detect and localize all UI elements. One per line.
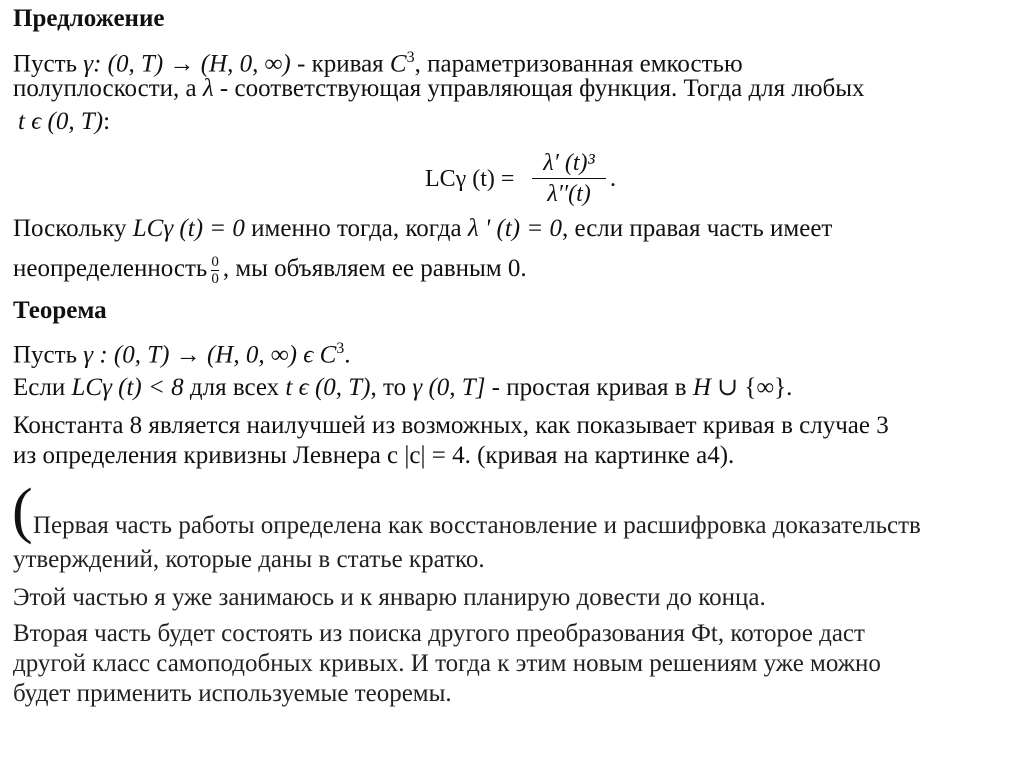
text-segment: Первая часть работы определена как восстановление и расшифровка доказательств <box>33 512 921 539</box>
math-lc-zero: LCγ (t) = 0 <box>132 215 245 242</box>
remark-line-1 <box>13 214 832 244</box>
theorem-line-3 <box>13 411 889 441</box>
text-segment: полуплоскости, а <box>13 75 203 102</box>
text-segment: другой класс самоподобных кривых. И тогда к этим новым решениям уже можно <box>13 650 881 677</box>
math-h: H <box>692 374 711 401</box>
math-range: (H, 0, ∞) ϵ <box>200 341 320 369</box>
theorem-line-4 <box>13 441 734 471</box>
text-segment: Константа 8 является наилучшей из возможных, как показывает кривая в случае 3 <box>13 412 889 439</box>
fraction-denominator: 0 <box>211 271 219 287</box>
notes-line-5 <box>13 649 881 679</box>
notes-line-3 <box>13 583 766 613</box>
text-segment: - соответствующая управляющая функция. Тогда для любых <box>213 75 865 102</box>
proposition-line-3 <box>18 107 110 137</box>
math-c: C <box>319 341 337 369</box>
remark-line-2 <box>13 254 527 287</box>
math-exponent: 3 <box>336 340 345 357</box>
math-gamma-domain: γ: (0, T) <box>83 50 170 78</box>
math-exponent: 3 <box>406 49 415 66</box>
text-segment: утверждений, которые даны в статье кратко. <box>13 546 485 573</box>
math-lc-bound: LCγ (t) < 8 <box>71 374 184 401</box>
formula-period: . <box>610 166 616 192</box>
formula-numerator: λ′ (t)³ <box>543 150 595 176</box>
theorem-title-text: Теорема <box>13 297 107 324</box>
right-arrow-icon: → <box>169 50 195 78</box>
math-gamma-interval: γ (0, T] <box>412 374 486 401</box>
paren-glyph: ( <box>12 477 33 545</box>
text-segment: будет применить используемые теоремы. <box>13 680 452 707</box>
math-lambda-zero: λ ' (t) = 0 <box>467 215 562 242</box>
text-segment: Поскольку <box>13 215 133 242</box>
notes-line-4 <box>13 619 865 649</box>
text-segment: , мы объявляем ее равным 0. <box>222 255 527 283</box>
proposition-title <box>13 4 164 34</box>
formula-denominator: λ′′(t) <box>547 181 591 207</box>
math-gamma-domain: γ : (0, T) <box>83 341 176 369</box>
text-segment: Пусть <box>13 50 84 78</box>
text-segment: Пусть <box>13 341 84 369</box>
math-c: C <box>389 50 407 78</box>
text-segment: , то <box>370 374 413 401</box>
text-segment: . <box>344 341 351 369</box>
math-t-domain: t ϵ (0, T) <box>18 108 104 135</box>
proposition-title-text: Предложение <box>13 5 165 32</box>
zero-over-zero-fraction <box>211 254 219 287</box>
text-segment: : <box>103 108 111 135</box>
theorem-line-1 <box>13 334 351 370</box>
math-lambda: λ <box>202 75 214 102</box>
text-segment: - простая кривая в <box>485 374 693 401</box>
notes-line-6 <box>13 679 452 709</box>
text-segment: для всех <box>183 374 286 401</box>
text-segment: Вторая часть будет состоять из поиска другого преобразования Фt, которое даст <box>13 620 865 647</box>
notes-line-2 <box>13 545 485 575</box>
text-segment: - кривая <box>290 50 390 78</box>
right-arrow-icon: → <box>175 341 201 369</box>
math-t-domain: t ϵ (0, T) <box>285 374 371 401</box>
open-parenthesis <box>12 477 33 545</box>
theorem-title <box>13 296 107 326</box>
fraction-numerator: 0 <box>211 254 219 270</box>
text-segment: именно тогда, когда <box>244 215 468 242</box>
formula-fraction <box>530 148 608 209</box>
theorem-line-2 <box>13 373 792 403</box>
text-segment: неопределенность <box>13 255 208 283</box>
notes-line-1 <box>33 511 921 541</box>
text-segment: Этой частью я уже занимаюсь и к январю планирую довести до конца. <box>13 584 766 611</box>
proposition-line-2 <box>13 74 865 104</box>
math-range: (H, 0, ∞) <box>194 50 291 78</box>
text-segment: , параметризованная емкостью <box>414 50 743 78</box>
text-segment: Если <box>13 374 72 401</box>
math-union-infinity: ∪ {∞}. <box>710 374 793 401</box>
formula-lhs: LCγ (t) = <box>425 166 515 192</box>
text-segment: , если правая часть имеет <box>561 215 833 242</box>
text-segment: из определения кривизны Левнера c |c| = 4. (кривая на картинке а4). <box>13 442 735 469</box>
